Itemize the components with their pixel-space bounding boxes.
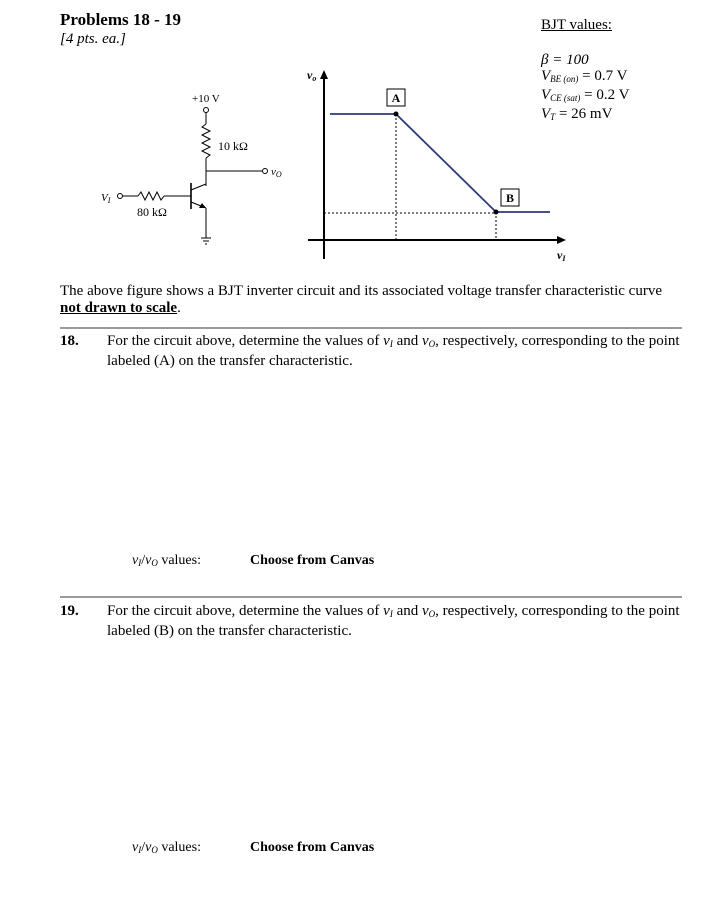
vt-value: $V_T = 26$ mV [541, 106, 613, 122]
supply-label: +10 V [192, 93, 220, 105]
rc-label: 10 kΩ [218, 139, 248, 153]
point-b-marker [494, 210, 499, 215]
rb-label: 80 kΩ [137, 205, 167, 219]
question-18-text: For the circuit above, determine the values of $v_I$ and $v_O$, respectively, corresponding to the point labeled (A) on the transfer characteristic. [107, 333, 680, 369]
beta-value: β = 100 [541, 52, 589, 68]
question-18-choose-button[interactable]: Choose from Canvas [250, 553, 375, 568]
divider-1 [60, 327, 682, 329]
question-19-number: 19. [60, 603, 79, 619]
vo-axis-label: vo [307, 68, 317, 83]
transfer-characteristic [307, 68, 566, 263]
vin-label: VI [101, 192, 111, 205]
divider-2 [60, 596, 682, 598]
question-19-choose-button[interactable]: Choose from Canvas [250, 840, 375, 855]
point-a-label: A [391, 91, 401, 105]
question-19-answer-label: $v_I/v_O$ values: [132, 840, 201, 855]
question-19-text: For the circuit above, determine the values of $v_I$ and $v_O$, respectively, corresponding to the point labeled (B) on the transfer characteristic. [107, 603, 680, 639]
bjt-values-heading: BJT values: [541, 17, 612, 33]
collector-resistor [202, 124, 210, 158]
figure-caption: The above figure shows a BJT inverter circuit and its associated voltage transfer characteristic curve not drawn to scale. [60, 283, 662, 316]
vout-label: vO [271, 166, 282, 179]
base-resistor [138, 192, 164, 200]
bjt-inverter-circuit [0, 0, 722, 270]
points-label: [4 pts. ea.] [60, 31, 126, 47]
question-18-number: 18. [60, 333, 79, 349]
vbe-value: $V_{BE (on)} = 0.7$ V [541, 68, 628, 84]
question-18-answer-label: $v_I/v_O$ values: [132, 553, 201, 568]
point-b-label: B [505, 191, 515, 205]
vce-value: $V_{CE (sat)} = 0.2$ V [541, 87, 630, 103]
problem-title: Problems 18 - 19 [60, 10, 182, 29]
point-a-marker [394, 112, 399, 117]
vi-axis-label: vI [557, 248, 566, 263]
